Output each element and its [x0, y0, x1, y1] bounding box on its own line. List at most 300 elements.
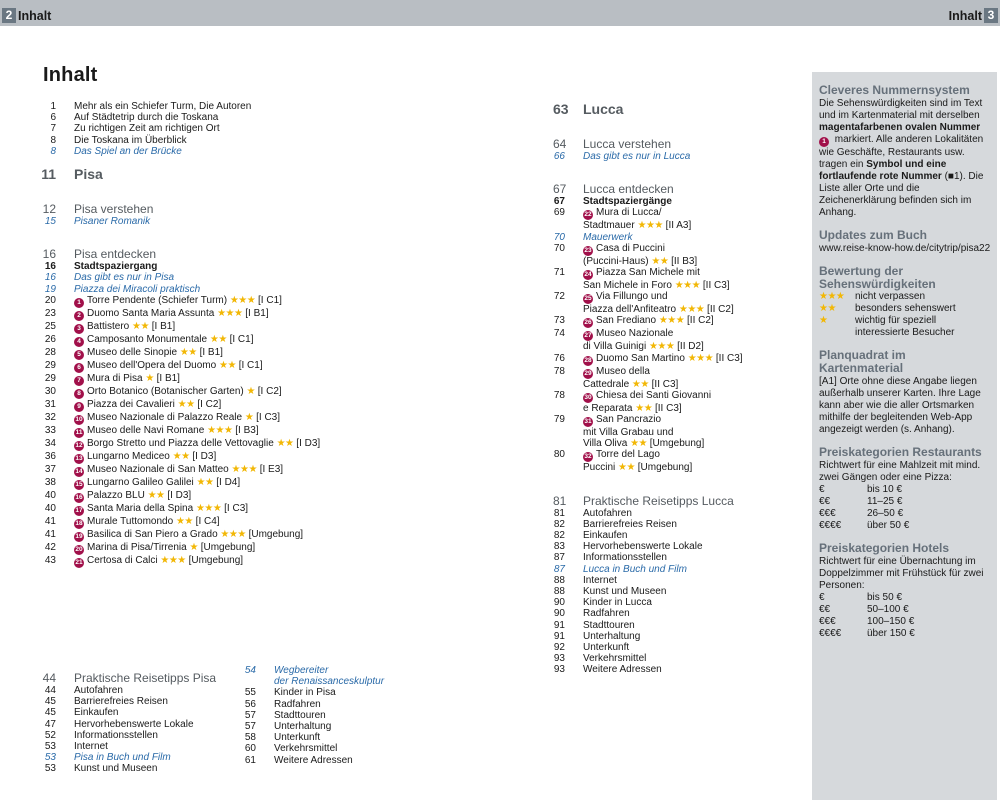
toc-entry[interactable] — [40, 425, 340, 438]
toc-entry-text — [583, 256, 803, 267]
map-grid-ref: [II C3] — [702, 280, 730, 292]
sidebar-text-bold: Symbol und eine fortlaufende rote Nummer — [819, 159, 947, 182]
toc-entry-text — [583, 328, 803, 341]
toc-entry-label: Museo Nazionale di Palazzo Reale — [87, 411, 243, 423]
map-grid-ref: [I C1] — [258, 294, 282, 306]
toc-entry-label: Via Fillungo und — [596, 291, 668, 303]
toc-page-number: 16 — [44, 261, 56, 273]
toc-entry[interactable] — [40, 477, 340, 490]
toc-entry-label: Stadtmauer — [583, 220, 635, 232]
rating-stars: ★★ — [651, 255, 669, 267]
toc-entry[interactable] — [40, 671, 250, 685]
toc-entry-label: der Renaissanceskulptur — [274, 676, 385, 688]
toc-entry[interactable] — [553, 379, 803, 390]
rating-stars: ★★★ — [674, 280, 701, 292]
toc-page-number: 16 — [42, 247, 56, 262]
toc-entry-label: Piazza dei Cavalieri — [87, 398, 175, 410]
toc-entry[interactable] — [553, 449, 803, 462]
sidebar-info — [812, 72, 997, 800]
toc-page-number: 25 — [44, 320, 56, 332]
toc-entry-label: Museo delle Navi Romane — [87, 424, 205, 436]
toc-entry-label: Praktische Reisetipps Pisa — [74, 671, 217, 685]
rating-stars: ★★ — [175, 515, 193, 527]
toc-entry-label: Lucca — [583, 101, 624, 117]
toc-entry[interactable] — [40, 123, 340, 134]
toc-entry[interactable] — [553, 304, 803, 315]
toc-entry-label: Weitere Adressen — [274, 754, 353, 766]
toc-entry-label: Kunst und Museen — [74, 763, 158, 775]
toc-entry[interactable] — [40, 763, 250, 774]
rating-stars: ★★ — [276, 437, 294, 449]
toc-entry[interactable] — [553, 541, 803, 552]
toc-entry[interactable] — [553, 575, 803, 586]
toc-entry-label: Stadttouren — [583, 619, 635, 631]
toc-entry[interactable] — [553, 642, 803, 653]
number-circle-icon: 17 — [75, 506, 83, 514]
legend-key: €€€€ — [819, 628, 842, 639]
rating-stars: ★★★ — [637, 220, 663, 232]
toc-entry-text — [583, 366, 803, 379]
toc-entry[interactable] — [553, 341, 803, 352]
toc-page-number: 38 — [44, 476, 56, 488]
legend-row — [819, 520, 991, 532]
toc-entry-text — [583, 207, 803, 220]
toc-entry[interactable] — [240, 710, 440, 721]
toc-page-number: 57 — [244, 721, 256, 733]
toc-entry-text — [583, 631, 803, 642]
toc-entry[interactable] — [553, 427, 803, 438]
legend-value: interessierte Besucher — [855, 327, 955, 338]
toc-entry[interactable] — [40, 360, 340, 373]
toc-entry[interactable] — [553, 291, 803, 304]
toc-entry-text — [583, 541, 803, 552]
toc-entry[interactable] — [40, 112, 340, 123]
toc-page-number: 70 — [553, 242, 565, 254]
toc-page-number: 58 — [244, 732, 256, 744]
legend-key: €€ — [819, 496, 831, 507]
page-title: Inhalt — [43, 64, 98, 86]
number-circle-icon: 2 — [74, 311, 84, 321]
toc-entry[interactable] — [553, 608, 803, 619]
sidebar-heading: Updates zum Buch — [819, 228, 928, 242]
toc-page-number: 29 — [44, 372, 56, 384]
toc-entry-label: Unterhaltung — [583, 630, 641, 642]
toc-entry[interactable] — [40, 166, 340, 182]
toc-page-number: 45 — [44, 707, 56, 719]
sidebar-url[interactable]: www.reise-know-how.de/citytrip/pisa22 — [819, 243, 991, 254]
toc-entry-label: Pisa verstehen — [74, 202, 154, 217]
toc-entry[interactable] — [553, 243, 803, 256]
number-circle-icon: 7 — [74, 376, 84, 386]
map-grid-ref: [I B1] — [199, 346, 223, 358]
toc-entry-label: Lungarno Galileo Galilei — [87, 476, 194, 488]
toc-entry[interactable] — [40, 503, 340, 516]
toc-page-number: 41 — [44, 515, 56, 527]
toc-entry[interactable] — [240, 732, 440, 743]
toc-entry-text — [74, 308, 340, 321]
toc-entry[interactable] — [553, 403, 803, 414]
toc-entry[interactable] — [553, 232, 803, 243]
toc-entry[interactable] — [553, 353, 803, 366]
map-grid-ref: [II C3] — [651, 378, 679, 390]
legend-value: besonders sehenswert — [855, 303, 956, 314]
toc-entry[interactable] — [553, 494, 803, 508]
map-grid-ref: [II C3] — [715, 352, 743, 364]
toc-page-number — [240, 676, 274, 687]
toc-entry[interactable] — [40, 555, 340, 568]
toc-entry[interactable] — [553, 620, 803, 631]
sidebar-text-part: Die Sehenswürdigkeiten sind im Text und im Kartenmaterial mit derselben — [819, 98, 983, 121]
toc-entry[interactable] — [40, 412, 340, 425]
toc-entry-label: Palazzo BLU — [87, 489, 145, 501]
toc-entry-text — [74, 146, 340, 157]
toc-entry[interactable] — [40, 399, 340, 412]
toc-entry[interactable] — [553, 462, 803, 473]
number-circle-icon: 24 — [584, 271, 592, 279]
toc-entry[interactable] — [553, 597, 803, 608]
toc-page-number: 92 — [553, 642, 565, 654]
toc-entry-text — [74, 503, 340, 516]
toc-entry-text — [74, 261, 340, 272]
toc-entry-text — [583, 315, 803, 328]
legend-value: bis 50 € — [867, 592, 903, 603]
toc-entry[interactable] — [40, 308, 340, 321]
toc-entry-label: (Puccini-Haus) — [583, 255, 649, 267]
rating-stars: ★★★ — [678, 304, 705, 316]
toc-page-number: 64 — [553, 137, 567, 151]
toc-page-number: 82 — [553, 518, 565, 530]
toc-entry-label: Das gibt es nur in Pisa — [74, 272, 175, 284]
map-grid-ref: [I B1] — [245, 307, 269, 319]
toc-entry-label: Museo della — [596, 365, 650, 377]
toc-entry[interactable] — [40, 707, 250, 718]
legend-value: über 150 € — [867, 628, 915, 639]
number-circle-icon: 30 — [584, 393, 592, 401]
toc-entry[interactable] — [40, 752, 250, 763]
sidebar-text-part: markiert. Alle anderen Lokalitäten wie Geschäfte, Restaurants usw. tragen ein — [819, 134, 984, 170]
toc-page-number: 6 — [50, 112, 56, 124]
map-grid-ref: [Umgebung] — [248, 528, 304, 540]
toc-entry[interactable] — [40, 146, 340, 157]
map-grid-ref: [I C1] — [229, 333, 254, 345]
map-grid-ref: [Umgebung] — [637, 462, 693, 474]
toc-entry[interactable] — [240, 699, 440, 710]
toc-entry[interactable] — [553, 137, 803, 151]
toc-entry[interactable] — [40, 696, 250, 707]
restaurant-price-list — [819, 484, 991, 532]
map-grid-ref: [I B3] — [235, 424, 259, 436]
toc-page-number: 8 — [50, 145, 56, 157]
toc-entry-text — [583, 414, 803, 427]
toc-entry-text — [583, 664, 803, 675]
toc-entry-text — [74, 516, 340, 529]
map-grid-ref: [II A3] — [665, 220, 692, 232]
toc-entry-label: Museo dell'Opera del Duomo — [87, 359, 217, 371]
toc-entry[interactable] — [553, 182, 803, 196]
toc-entry-text — [274, 676, 440, 687]
toc-entry-text — [583, 291, 803, 304]
toc-page-number: 69 — [553, 207, 565, 219]
legend-row — [819, 616, 991, 628]
toc-entry-text — [583, 530, 803, 541]
toc-entry-label: Cattedrale — [583, 378, 630, 390]
toc-entry-text — [274, 743, 440, 754]
toc-entry[interactable] — [553, 653, 803, 664]
rating-stars: ★★★ — [231, 463, 257, 475]
toc-entry[interactable] — [40, 216, 340, 227]
toc-page-number — [553, 256, 583, 267]
toc-entry-text — [274, 699, 440, 710]
toc-page-number: 44 — [44, 685, 56, 696]
toc-entry[interactable] — [553, 328, 803, 341]
map-grid-ref: [I B1] — [151, 320, 176, 332]
map-grid-ref: [I C2] — [197, 398, 222, 410]
toc-entry[interactable] — [40, 516, 340, 529]
legend-row — [819, 303, 991, 315]
toc-entry-label: Marina di Pisa/Tirrenia — [87, 541, 187, 553]
toc-page-number: 28 — [44, 346, 56, 358]
toc-page-number: 93 — [553, 664, 565, 676]
toc-entry-text — [583, 508, 803, 519]
toc-page-number — [553, 304, 583, 315]
number-circle-icon: 3 — [74, 324, 84, 334]
sidebar-text-bold: magentafarbenen ovalen Nummer — [819, 122, 981, 133]
toc-entry-text — [74, 529, 340, 542]
toc-entry-label: Unterkunft — [583, 642, 630, 654]
toc-entry[interactable] — [40, 202, 340, 216]
number-circle-icon: 4 — [74, 337, 84, 347]
toc-entry[interactable] — [553, 631, 803, 642]
toc-entry[interactable] — [553, 390, 803, 403]
sidebar-text: [A1] Orte ohne diese Angabe liegen außerhalb unserer Karten. Ihre Lage kann aber wie die aller Ortsmarken mithilfe der begleitenden Web-App angezeigt werden (s. Anhang). — [819, 376, 981, 435]
toc-entry[interactable] — [553, 508, 803, 519]
toc-entry-text — [583, 243, 803, 256]
map-grid-ref: [I C2] — [257, 385, 282, 397]
toc-entry[interactable] — [40, 295, 340, 308]
toc-entry[interactable] — [240, 687, 440, 698]
toc-entry[interactable] — [40, 135, 340, 146]
toc-entry-label: Einkaufen — [583, 530, 628, 542]
toc-entry[interactable] — [553, 564, 803, 575]
toc-entry[interactable] — [240, 743, 440, 754]
number-circle-icon: 15 — [75, 480, 83, 488]
toc-entry-text — [74, 135, 340, 146]
rating-stars: ★★ — [179, 346, 197, 358]
toc-entry[interactable] — [40, 284, 340, 295]
toc-column-pisa-tips — [40, 660, 250, 775]
toc-entry[interactable] — [553, 552, 803, 563]
toc-entry-text — [74, 347, 340, 360]
toc-page-number: 55 — [244, 687, 256, 699]
toc-entry[interactable] — [553, 519, 803, 530]
number-circle-icon: 22 — [584, 211, 592, 219]
number-circle-icon: 23 — [584, 246, 592, 254]
toc-entry-label: Einkaufen — [74, 707, 119, 719]
legend-value: wichtig für speziell — [855, 315, 937, 326]
toc-entry[interactable] — [553, 256, 803, 267]
toc-entry[interactable] — [40, 373, 340, 386]
toc-entry[interactable] — [553, 267, 803, 280]
legend-row — [819, 592, 991, 604]
number-circle-icon: 12 — [75, 441, 83, 449]
toc-entry[interactable] — [240, 665, 440, 676]
toc-entry-label: Mura di Pisa — [87, 372, 143, 384]
toc-entry[interactable] — [40, 451, 340, 464]
legend-value: 100–150 € — [867, 616, 915, 627]
toc-page-number: 67 — [553, 182, 567, 197]
toc-entry[interactable] — [40, 101, 340, 112]
toc-entry[interactable] — [553, 280, 803, 291]
toc-entry-text — [74, 763, 250, 774]
toc-page-number: 82 — [553, 530, 565, 542]
toc-entry-text — [583, 552, 803, 563]
toc-entry-label: Kunst und Museen — [583, 586, 667, 598]
toc-entry[interactable] — [40, 272, 340, 283]
toc-page-number: 8 — [50, 134, 56, 146]
toc-entry[interactable] — [553, 586, 803, 597]
toc-entry-text — [74, 490, 340, 503]
toc-entry-text — [583, 137, 803, 151]
toc-entry-label: Weitere Adressen — [583, 664, 662, 676]
toc-page-number: 12 — [42, 202, 56, 217]
toc-entry[interactable] — [40, 347, 340, 360]
toc-column-lucca — [553, 101, 803, 676]
toc-entry[interactable] — [40, 261, 340, 272]
toc-page-number: 37 — [44, 463, 56, 475]
legend-row — [819, 508, 991, 520]
toc-page-number: 19 — [44, 283, 56, 295]
toc-entry[interactable] — [40, 464, 340, 477]
toc-entry-text — [74, 123, 340, 134]
legend-key: ★ — [819, 315, 828, 326]
toc-page-number — [553, 280, 583, 291]
legend-row — [819, 496, 991, 508]
legend-key: ★★★ — [819, 291, 845, 302]
toc-entry-label: Barrierefreies Reisen — [74, 696, 168, 708]
toc-entry-text — [74, 295, 340, 308]
toc-entry[interactable] — [40, 685, 250, 696]
toc-page-number: 93 — [553, 653, 565, 665]
toc-entry[interactable] — [240, 676, 440, 687]
toc-page-number: 76 — [553, 352, 565, 364]
toc-entry[interactable] — [40, 542, 340, 555]
toc-entry[interactable] — [40, 321, 340, 334]
toc-page-number: 78 — [553, 389, 565, 401]
toc-entry[interactable] — [240, 721, 440, 732]
toc-entry[interactable] — [553, 315, 803, 328]
toc-column-pisa-tips-2 — [240, 665, 440, 766]
toc-entry-label: Lucca entdecken — [583, 182, 674, 197]
toc-entry-label: Santa Maria della Spina — [87, 502, 194, 514]
toc-entry-text — [583, 101, 803, 117]
toc-entry[interactable] — [240, 755, 440, 766]
number-circle-icon: 16 — [75, 493, 83, 501]
toc-entry-label: Torre del Lago — [596, 449, 660, 461]
toc-entry-text — [583, 653, 803, 664]
legend-row — [819, 327, 991, 339]
toc-entry[interactable] — [553, 366, 803, 379]
toc-entry-text — [583, 597, 803, 608]
toc-page-number: 73 — [553, 315, 565, 327]
toc-entry[interactable] — [553, 101, 803, 117]
toc-page-number: 53 — [44, 752, 56, 764]
legend-key — [819, 327, 855, 339]
toc-entry-text — [583, 449, 803, 462]
toc-entry[interactable] — [553, 196, 803, 207]
toc-entry-text — [583, 151, 803, 162]
toc-entry-text — [74, 399, 340, 412]
toc-page-number: 91 — [553, 630, 565, 642]
toc-entry[interactable] — [553, 664, 803, 675]
toc-entry-text — [74, 373, 340, 386]
rating-stars: ★★ — [218, 359, 236, 371]
map-grid-ref: [II C2] — [687, 315, 714, 327]
toc-page-number: 47 — [44, 718, 56, 730]
map-grid-ref: [I D3] — [296, 437, 321, 449]
toc-entry-label: Kinder in Pisa — [274, 687, 336, 699]
legend-row — [819, 484, 991, 496]
toc-page-number — [553, 379, 583, 390]
number-circle-icon: 8 — [74, 389, 84, 399]
toc-entry[interactable] — [553, 207, 803, 220]
toc-page-number: 30 — [44, 385, 56, 397]
toc-entry[interactable] — [40, 741, 250, 752]
toc-entry[interactable] — [40, 247, 340, 261]
toc-entry-label: Unterkunft — [274, 732, 321, 744]
toc-entry-text — [583, 564, 803, 575]
toc-entry[interactable] — [40, 529, 340, 542]
toc-entry-label: Borgo Stretto und Piazza delle Vettovaglie — [87, 437, 274, 449]
sidebar-text: Richtwert für eine Mahlzeit mit mind. zwei Gängen oder eine Pizza: — [819, 460, 981, 483]
toc-entry-label: mit Villa Grabau und — [583, 427, 674, 439]
rating-stars: ★★★ — [160, 554, 186, 566]
toc-entry[interactable] — [40, 386, 340, 399]
toc-page-number: 44 — [42, 671, 56, 685]
toc-entry-label: Mauerwerk — [583, 231, 633, 243]
toc-entry-label: Battistero — [87, 320, 130, 332]
rating-stars: ★ — [189, 541, 198, 553]
rating-stars: ★★ — [635, 402, 653, 414]
toc-entry[interactable] — [40, 719, 250, 730]
number-circle-icon: 26 — [584, 319, 592, 327]
toc-entry-text — [274, 755, 440, 766]
rating-stars: ★★ — [618, 462, 635, 474]
toc-entry-text — [74, 334, 340, 347]
toc-entry-text — [74, 112, 340, 123]
toc-entry[interactable] — [553, 530, 803, 541]
sidebar-heading: Planquadrat im Kartenmaterial — [819, 348, 906, 375]
toc-entry[interactable] — [553, 438, 803, 449]
toc-entry[interactable] — [40, 730, 250, 741]
toc-entry[interactable] — [40, 438, 340, 451]
toc-page-number: 7 — [50, 123, 56, 135]
map-grid-ref: [II C3] — [654, 402, 682, 414]
toc-entry[interactable] — [40, 490, 340, 503]
toc-entry-label: Wegbereiter — [274, 665, 329, 676]
toc-entry[interactable] — [40, 334, 340, 347]
toc-entry[interactable] — [553, 151, 803, 162]
toc-page-number: 15 — [44, 216, 56, 228]
toc-entry-text — [583, 438, 803, 449]
toc-entry-text — [583, 403, 803, 414]
toc-entry-text — [74, 477, 340, 490]
toc-entry[interactable] — [553, 414, 803, 427]
toc-entry[interactable] — [553, 220, 803, 231]
header-right-title: Inhalt — [948, 9, 982, 23]
toc-entry-text — [583, 519, 803, 530]
number-circle-icon: 11 — [75, 428, 83, 436]
toc-page-number: 90 — [553, 608, 565, 620]
